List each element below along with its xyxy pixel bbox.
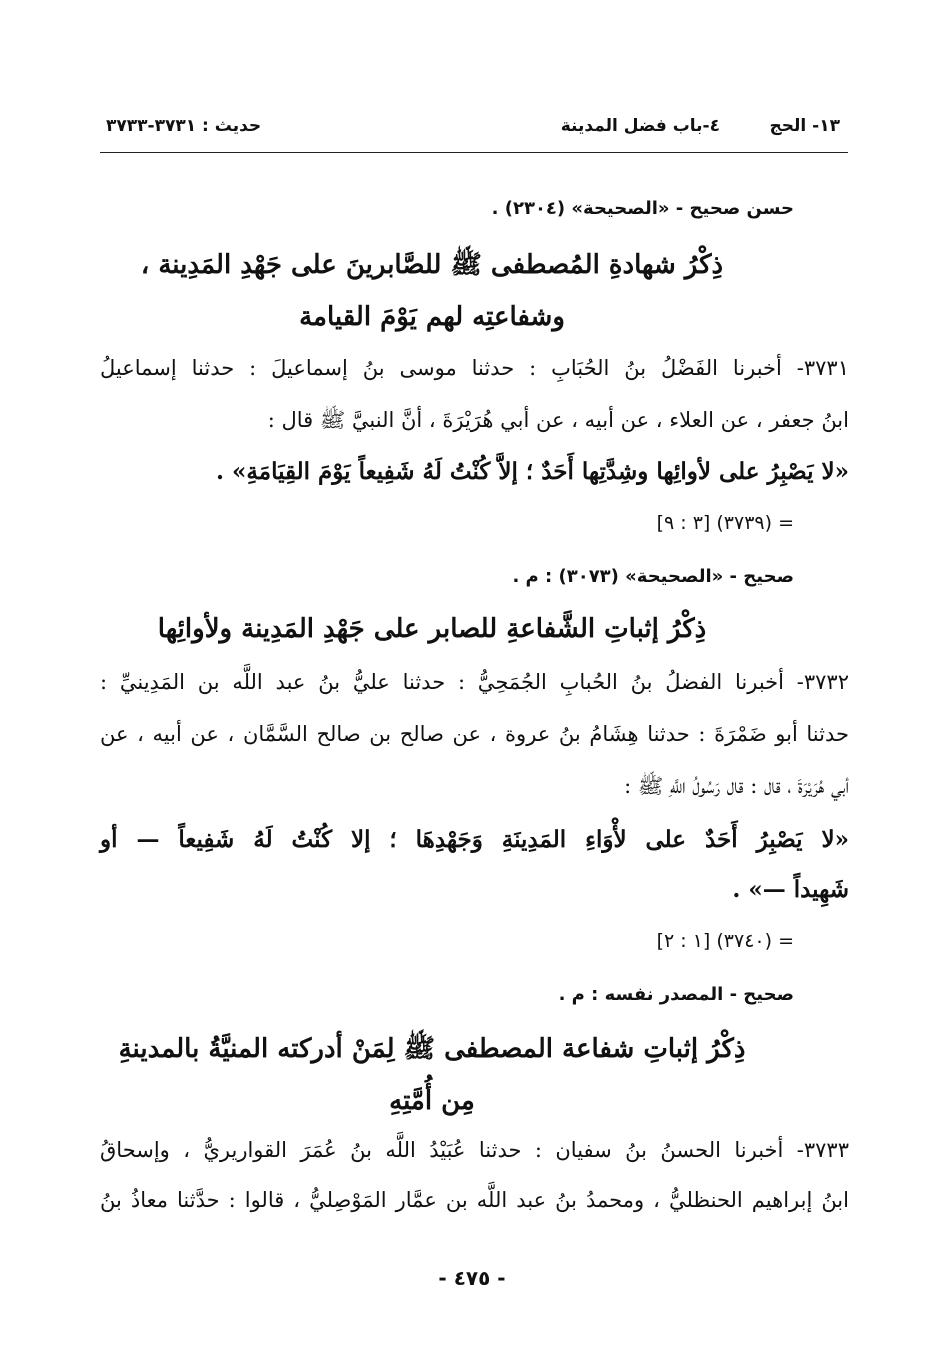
chapter-heading: وشفاعتِه لهم يَوْمَ القيامة xyxy=(299,302,565,332)
grading-line: صحيح - المصدر نفسه : م . xyxy=(558,984,794,1005)
hadith-text: حدثنا أبو ضَمْرَةَ : حدثنا هِشَامُ بنُ عروة ، عن صالح بن صالح السَّمَّان ، عن أبيه ، عن xyxy=(100,722,849,746)
header-hadith-range: حديث : ٣٧٣١-٣٧٣٣ xyxy=(106,116,262,136)
chapter-heading: ذِكْرُ إثباتِ الشَّفاعةِ للصابر على جَهْدِ المَدِينة ولأوائِها xyxy=(157,614,707,644)
hadith-text: ٣٧٣١- أخبرنا الفَضْلُ بنُ الحُبَابِ : حدثنا موسى بنُ إسماعيلَ : حدثنا إسماعيلُ xyxy=(100,356,849,380)
hadith-quote: «لا يَصْبِرُ على لأوائِها وشِدَّتِها أَحَدٌ ؛ إلاَّ كُنْتُ لَهُ شَفِيعاً يَوْمَ القِيَامَةِ» . xyxy=(216,458,849,485)
chapter-heading: مِن أُمَّتِهِ xyxy=(389,1086,475,1116)
hadith-text: ٣٧٣٢- أخبرنا الفضلُ بنُ الحُبابِ الجُمَحِيُّ : حدثنا عليُّ بنُ عبد اللَّه بن المَدِينيِّ : xyxy=(100,670,849,694)
hadith-quote: «لا يَصْبِرُ أَحَدٌ على لأْوَاءِ المَدِينَةِ وَجَهْدِهَا ؛ إلا كُنْتُ لَهُ شَفِيعاً — أو xyxy=(100,826,849,853)
header-chapter: ١٣- الحج xyxy=(769,116,840,136)
grading-line: حسن صحيح - «الصحيحة» (٢٣٠٤) . xyxy=(491,198,794,219)
hadith-text: أبي هُرَيْرَةَ ، قال : قال رَسُولُ اللَّهِ ﷺ : xyxy=(624,774,849,798)
hadith-text: ابنُ إبراهيم الحنظليُّ ، ومحمدُ بنُ عبد اللَّه بن عمَّار المَوْصِليُّ ، قالوا : حدَّثنا معاذُ بنُ xyxy=(100,1188,849,1212)
hadith-text: ابنُ جعفر ، عن العلاء ، عن أبيه ، عن أبي هُرَيْرَةَ ، أنَّ النبيَّ ﷺ قال : xyxy=(267,408,849,432)
header-section: ٤-باب فضل المدينة xyxy=(560,116,720,136)
page-number: - ٤٧٥ - xyxy=(438,1266,506,1290)
chapter-heading: ذِكْرُ شهادةِ المُصطفى ﷺ للصَّابرينَ على جَهْدِ المَدِينة ، xyxy=(140,250,724,280)
cross-reference: = (٣٧٣٩) [٣ : ٩] xyxy=(656,512,794,534)
chapter-heading: ذِكْرُ إثباتِ شفاعة المصطفى ﷺ لِمَنْ أدركته المنيَّةُ بالمدينةِ xyxy=(118,1034,746,1064)
hadith-text: ٣٧٣٣- أخبرنا الحسنُ بنُ سفيان : حدثنا عُبَيْدُ اللَّه بنُ عُمَرَ القواريريُّ ، وإسحاقُ xyxy=(100,1138,849,1162)
running-header xyxy=(100,112,848,153)
hadith-quote: شَهِيداً —» . xyxy=(732,876,849,903)
grading-line: صحيح - «الصحيحة» (٣٠٧٣) : م . xyxy=(512,566,794,587)
cross-reference: = (٣٧٤٠) [١ : ٢] xyxy=(656,930,794,952)
